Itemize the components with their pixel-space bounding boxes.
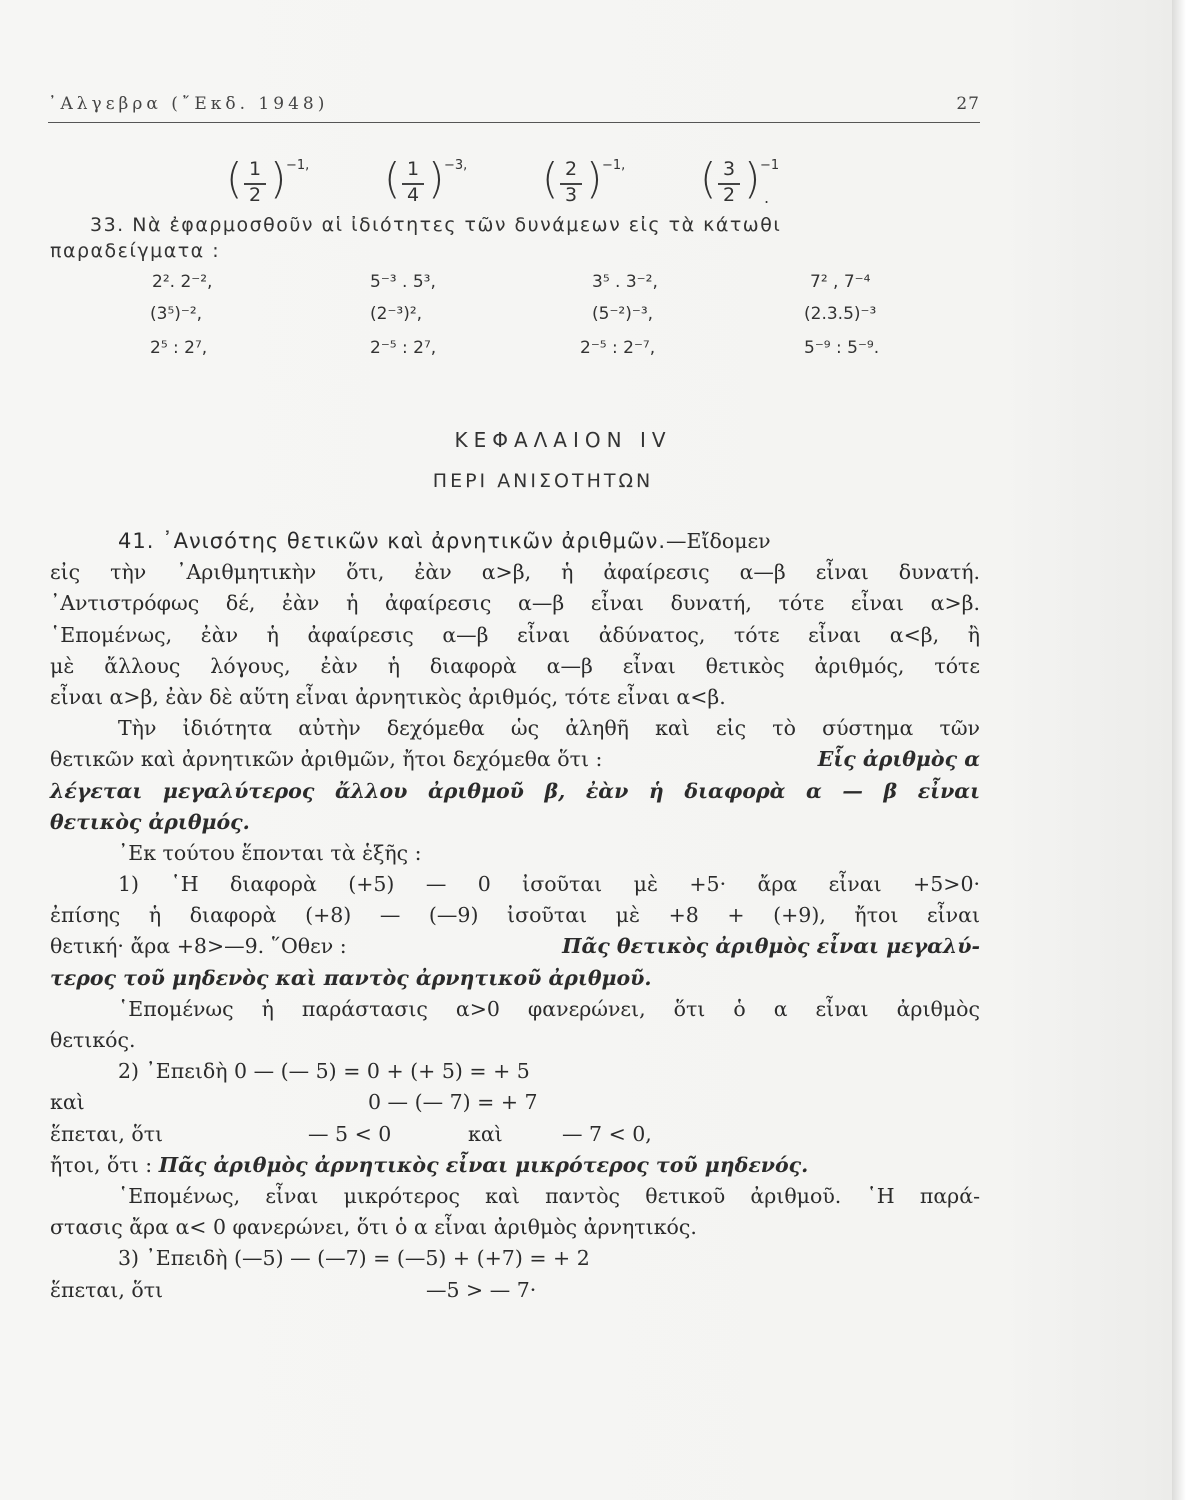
- fraction-row: ( 1 2 ) −1, ( 1 4 ) −3, ( 2 3 ) −1, ( 3 2 ) −1 .: [226, 154, 780, 207]
- fraction-numerator: 1: [406, 158, 420, 180]
- item-2-line: 2) ᾿Επειδὴ 0 — (— 5) = 0 + (+ 5) = + 5: [118, 1059, 530, 1084]
- fractions-period: .: [764, 188, 770, 207]
- inequality: — 5 < 0: [308, 1121, 392, 1146]
- rule-text: τερος τοῦ μηδενὸς καὶ παντὸς ἀρνητικοῦ ἀριθμοῦ.: [50, 965, 652, 990]
- exercise-33-text-cont: παραδείγματα :: [50, 240, 221, 262]
- item-2-line: [50, 1087, 980, 1118]
- item-2-line: [50, 1150, 980, 1181]
- item-3-line: [50, 1275, 980, 1306]
- item-1-line: [50, 931, 980, 962]
- grid-cell: (2.3.5)⁻³: [804, 304, 877, 324]
- item-1-line: 1) ῾Η διαφορὰ (+5) — 0 ἰσοῦται μὲ +5· ἄρα εἶναι +5>0·: [118, 872, 980, 897]
- text-line: μὲ ἄλλους λόγους, ἐὰν ἡ διαφορὰ α—β εἶναι θετικὸς ἀριθμός, τότε: [50, 653, 980, 678]
- fraction-numerator: 3: [722, 158, 736, 180]
- grid-cell: (5⁻²)⁻³,: [592, 304, 654, 324]
- item-2-line: [50, 1119, 980, 1150]
- fraction-denominator: 2: [248, 184, 262, 206]
- grid-cell: 2². 2⁻²,: [152, 272, 213, 292]
- section-text: —Εἴδομεν: [666, 529, 771, 553]
- fraction-denominator: 4: [406, 184, 420, 206]
- running-header: [48, 92, 980, 123]
- chapter-title: ΚΕΦΑΛΑΙΟΝ IV: [454, 428, 672, 452]
- grid-cell: 7² , 7⁻⁴: [810, 272, 871, 292]
- fraction-exponent: −3,: [444, 158, 468, 173]
- text-span: ἤτοι, ὅτι :: [50, 1152, 153, 1177]
- text-span: θετικῶν καὶ ἀρνητικῶν ἀριθμῶν, ἤτοι δεχόμεθα ὅτι :: [50, 747, 603, 772]
- text-line: ῾Επομένως, ἐὰν ἡ ἀφαίρεσις α—β εἶναι ἀδύνατος, τότε εἶναι α<β, ἢ: [50, 622, 980, 647]
- page-edge: [1172, 0, 1186, 1500]
- fraction-exponent: −1,: [602, 158, 626, 173]
- definition-text: θετικὸς ἀριθμός.: [50, 809, 250, 834]
- equation: 0 — (— 7) = + 7: [368, 1090, 538, 1115]
- fraction-numerator: 1: [248, 158, 262, 180]
- exercise-33-text: 33. Νὰ ἐφαρμοσθοῦν αἱ ἰδιότητες τῶν δυνάμεων εἰς τὰ κάτωθι: [90, 214, 782, 236]
- section-heading: 41. ᾿Ανισότης θετικῶν καὶ ἀρνητικῶν ἀριθμῶν.: [118, 529, 667, 553]
- item-2-line: στασις ἄρα α< 0 φανερώνει, ὅτι ὁ α εἶναι ἀριθμὸς ἀρνητικός.: [50, 1215, 697, 1240]
- header-title: ᾿Αλγεβρα (῎Εκδ. 1948): [48, 94, 329, 114]
- inequality: — 7 < 0,: [562, 1121, 652, 1146]
- text-span: θετική· ἄρα +8>—9. ῞Οθεν :: [50, 934, 347, 959]
- grid-cell: (2⁻³)²,: [370, 304, 423, 324]
- item-1-line: θετικός.: [50, 1028, 136, 1052]
- item-3-line: 3) ᾿Επειδὴ (—5) — (—7) = (—5) + (+7) = + 2: [118, 1246, 590, 1271]
- item-1-line: ἐπίσης ἡ διαφορὰ (+8) — (—9) ἰσοῦται μὲ +8 + (+9), ἤτοι εἶναι: [50, 903, 980, 928]
- chapter-subtitle: ΠΕΡΙ ΑΝΙΣΟΤΗΤΩΝ: [432, 470, 654, 492]
- text-line: Τὴν ἰδιότητα αὐτὴν δεχόμεθα ὡς ἀληθῆ καὶ εἰς τὸ σύστημα τῶν: [118, 716, 980, 741]
- grid-cell: 2⁵ : 2⁷,: [150, 338, 208, 358]
- grid-cell: 5⁻³ . 5³,: [370, 272, 436, 292]
- text-span: καὶ: [468, 1121, 503, 1146]
- fraction-numerator: 2: [564, 158, 578, 180]
- definition-text: Εἷς ἀριθμὸς α: [817, 747, 980, 772]
- text-span: ἕπεται, ὅτι: [50, 1277, 164, 1302]
- fraction-exponent: −1,: [286, 158, 310, 173]
- rule-text: Πᾶς ἀριθμὸς ἀρνητικὸς εἶναι μικρότερος τοῦ μηδενός.: [158, 1152, 809, 1177]
- fraction-denominator: 2: [722, 184, 736, 206]
- text-span: ἕπεται, ὅτι: [50, 1121, 164, 1146]
- grid-cell: 2⁻⁵ : 2⁻⁷,: [580, 338, 656, 358]
- text-line: εἶναι α>β, ἐὰν δὲ αὕτη εἶναι ἀρνητικὸς ἀριθμός, τότε εἶναι α<β.: [50, 684, 726, 709]
- definition-text: λέγεται μεγαλύτερος ἄλλου ἀριθμοῦ β, ἐὰν ἡ διαφορὰ α — β εἶναι: [50, 778, 980, 803]
- text-line: [50, 744, 980, 775]
- text-line: εἰς τὴν ᾿Αριθμητικὴν ὅτι, ἐὰν α>β, ἡ ἀφαίρεσις α—β εἶναι δυνατή.: [50, 560, 980, 585]
- fraction-denominator: 3: [564, 184, 578, 206]
- text-line: ᾿Αντιστρόφως δέ, ἐὰν ἡ ἀφαίρεσις α—β εἶναι δυνατή, τότε εἶναι α>β.: [50, 591, 980, 616]
- section-41: [50, 526, 980, 1306]
- inequality: —5 > — 7·: [426, 1277, 537, 1302]
- item-1-line: ῾Επομένως ἡ παράστασις α>0 φανερώνει, ὅτι ὁ α εἶναι ἀριθμὸς: [118, 996, 980, 1021]
- item-2-line: ῾Επομένως, εἶναι μικρότερος καὶ παντὸς θετικοῦ ἀριθμοῦ. ῾Η παρά-: [118, 1183, 980, 1208]
- grid-cell: 5⁻⁹ : 5⁻⁹.: [804, 338, 880, 358]
- rule-text: Πᾶς θετικὸς ἀριθμὸς εἶναι μεγαλύ-: [562, 934, 980, 959]
- fraction-exponent: −1: [760, 158, 780, 173]
- grid-cell: 3⁵ . 3⁻²,: [592, 272, 658, 292]
- section-heading-line: [50, 526, 980, 557]
- grid-cell: (3⁵)⁻²,: [150, 304, 203, 324]
- text-line: ᾿Εκ τούτου ἕπονται τὰ ἑξῆς :: [118, 840, 422, 865]
- grid-cell: 2⁻⁵ : 2⁷,: [370, 338, 437, 358]
- text-span: καὶ: [50, 1090, 85, 1115]
- page-number: 27: [956, 94, 980, 114]
